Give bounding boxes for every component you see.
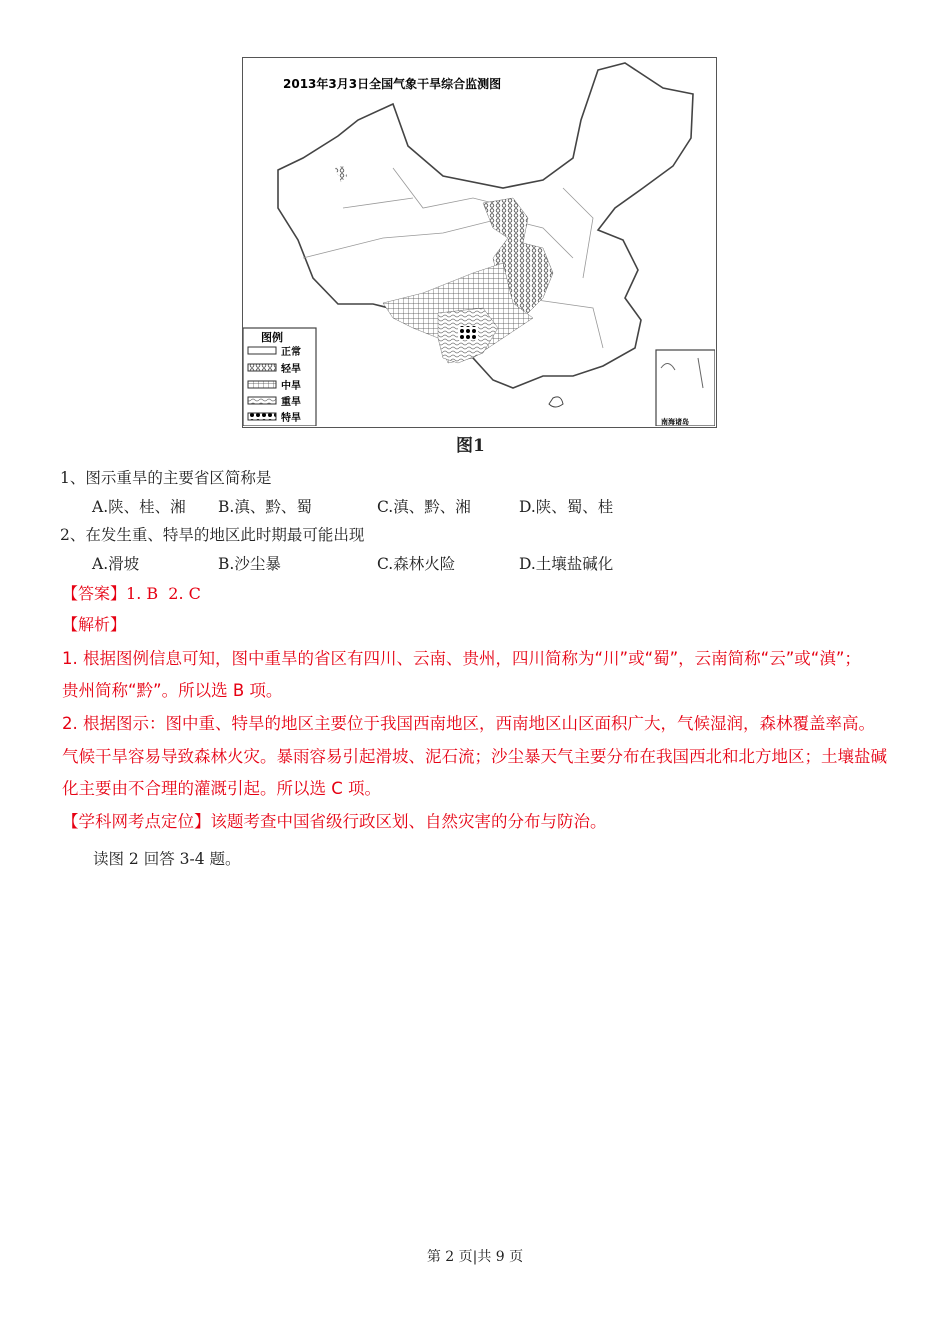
legend-normal: 正常 [281,347,301,358]
legend-heavy: 重旱 [281,397,301,408]
page-footer: 第 2 页|共 9 页 [426,1249,524,1265]
next-instruction: 读图 2 回答 3-4 题。 [93,850,241,868]
question-2-stem: 2、在发生重、特旱的地区此时期最可能出现 [60,526,365,544]
analysis-line-2: 贵州简称“黔”。所以选 B 项。 [62,681,283,700]
figure-caption: 图1 [456,436,485,456]
question-1-stem: 1、图示重旱的主要省区简称是 [60,469,272,487]
legend-title: 图例 [261,331,283,344]
knowledge-point: 【学科网考点定位】该题考查中国省级行政区划、自然灾害的分布与防治。 [62,812,607,831]
answer [62,581,201,604]
q2-option-d: D.土壤盐碱化 [519,555,614,573]
analysis-line-1: 1. 根据图例信息可知，图中重旱的省区有四川、云南、贵州，四川简称为“川”或“蜀”，云南简称“云”或“滇”； [62,649,861,668]
q2-option-a: A.滑坡 [92,555,140,573]
q2-option-b: B.沙尘暴 [218,555,281,573]
map-legend [243,328,316,426]
map-title: 2013年3月3日全国气象干旱综合监测图 [283,77,502,91]
drought-map [242,57,717,428]
q2-option-c: C.森林火险 [377,555,456,573]
legend-mid: 中旱 [281,381,301,392]
q1-option-d: D.陕、蜀、桂 [519,498,614,516]
legend-extreme: 特旱 [281,413,301,424]
analysis-line-4: 气候干旱容易导致森林火灾。暴雨容易引起滑坡、泥石流；沙尘暴天气主要分布在我国西北和北方地区；土壤盐碱 [62,747,887,766]
answer-text: 1. B 2. C [126,584,201,603]
analysis-line-3: 2. 根据图示：图中重、特旱的地区主要位于我国西南地区，西南地区山区面积广大，气候湿润，森林覆盖率高。 [62,714,875,733]
q1-option-a: A.陕、桂、湘 [92,498,186,516]
china-map-figure [243,58,715,426]
answer-label: 【答案】 [62,584,127,603]
q1-option-b: B.滇、黔、蜀 [218,498,312,516]
analysis-line-5: 化主要由不合理的灌溉引起。所以选 C 项。 [62,779,382,798]
legend-light: 轻旱 [281,364,301,375]
inset-label: 南海诸岛 [661,417,689,426]
extreme-drought [458,326,478,340]
q1-option-c: C.滇、黔、湘 [377,498,471,516]
south-sea-inset [656,350,715,426]
analysis-label: 【解析】 [62,615,127,634]
